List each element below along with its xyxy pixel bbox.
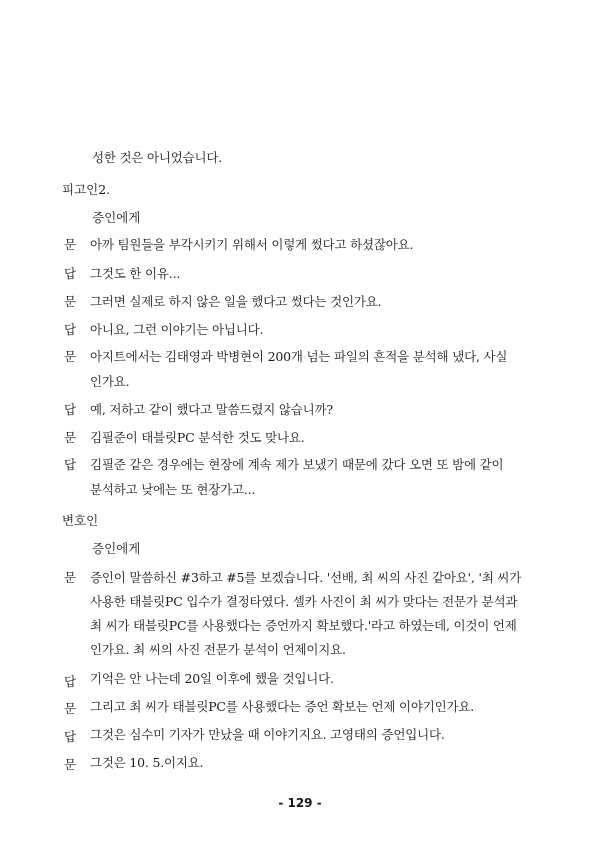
- answer-text: 아니요, 그런 이야기는 아닙니다.: [90, 322, 264, 337]
- subheading-to-witness: 증인에게: [92, 541, 141, 556]
- question-text-continued: 인가요. 최 씨의 사진 전문가 분석이 언제이지요.: [90, 642, 346, 657]
- question-text-continued: 사용한 태블릿PC 입수가 결정타였다. 셀카 사진이 최 씨가 맞다는 전문가 분석과: [90, 594, 518, 609]
- question-text: 그것은 10. 5.이지요.: [90, 755, 204, 770]
- question-text-continued: 인가요.: [90, 374, 130, 389]
- page-number: - 129 -: [278, 796, 322, 810]
- question-text: 증인이 말씀하신 #3하고 #5를 보겠습니다. '선배, 최 씨의 사진 같아요', '최 씨가: [90, 570, 522, 585]
- question-text: 아지트에서는 김태영과 박병현이 200개 넘는 파일의 흔적을 분석해 냈다, 사실: [90, 349, 508, 364]
- question-label: 문: [64, 757, 77, 772]
- continued-text: 성한 것은 아니었습니다.: [92, 150, 223, 165]
- question-label: 문: [64, 701, 77, 716]
- question-label: 문: [64, 294, 77, 309]
- question-text: 그러면 실제로 하지 않은 일을 했다고 썼다는 것인가요.: [90, 294, 382, 309]
- question-text: 아까 팀원들을 부각시키기 위해서 이렇게 썼다고 하셨잖아요.: [90, 237, 414, 252]
- section-heading-defendant2: 피고인2.: [62, 182, 111, 197]
- section-heading-counsel: 변호인: [62, 513, 99, 528]
- answer-label: 답: [64, 322, 77, 337]
- question-label: 문: [64, 430, 77, 445]
- question-text: 그리고 최 씨가 태블릿PC를 사용했다는 증언 확보는 언제 이야기인가요.: [90, 699, 475, 714]
- answer-label: 답: [64, 674, 77, 689]
- question-label: 문: [64, 237, 77, 252]
- question-label: 문: [64, 349, 77, 364]
- answer-text: 그것은 심수미 기자가 만났을 때 이야기지요. 고영태의 증언입니다.: [90, 727, 445, 742]
- answer-text: 예, 저하고 같이 했다고 말씀드렸지 않습니까?: [90, 402, 333, 417]
- answer-label: 답: [64, 729, 77, 744]
- question-text: 김필준이 태블릿PC 분석한 것도 맞나요.: [90, 430, 305, 445]
- answer-text: 그것도 한 이유...: [90, 266, 181, 281]
- answer-label: 답: [64, 266, 77, 281]
- subheading-to-witness: 증인에게: [92, 210, 141, 225]
- answer-text-continued: 분석하고 낮에는 또 현장가고...: [90, 482, 256, 497]
- answer-text: 김필준 같은 경우에는 현장에 계속 제가 보냈기 때문에 갔다 오면 또 밤에 같이: [90, 457, 504, 472]
- question-text-continued: 최 씨가 태블릿PC를 사용했다는 증언까지 확보했다.'라고 하였는데, 이것이 언제: [90, 618, 517, 633]
- answer-label: 답: [64, 457, 77, 472]
- answer-text: 기억은 안 나는데 20일 이후에 했을 것입니다.: [90, 671, 334, 686]
- answer-label: 답: [64, 402, 77, 417]
- question-label: 문: [64, 570, 77, 585]
